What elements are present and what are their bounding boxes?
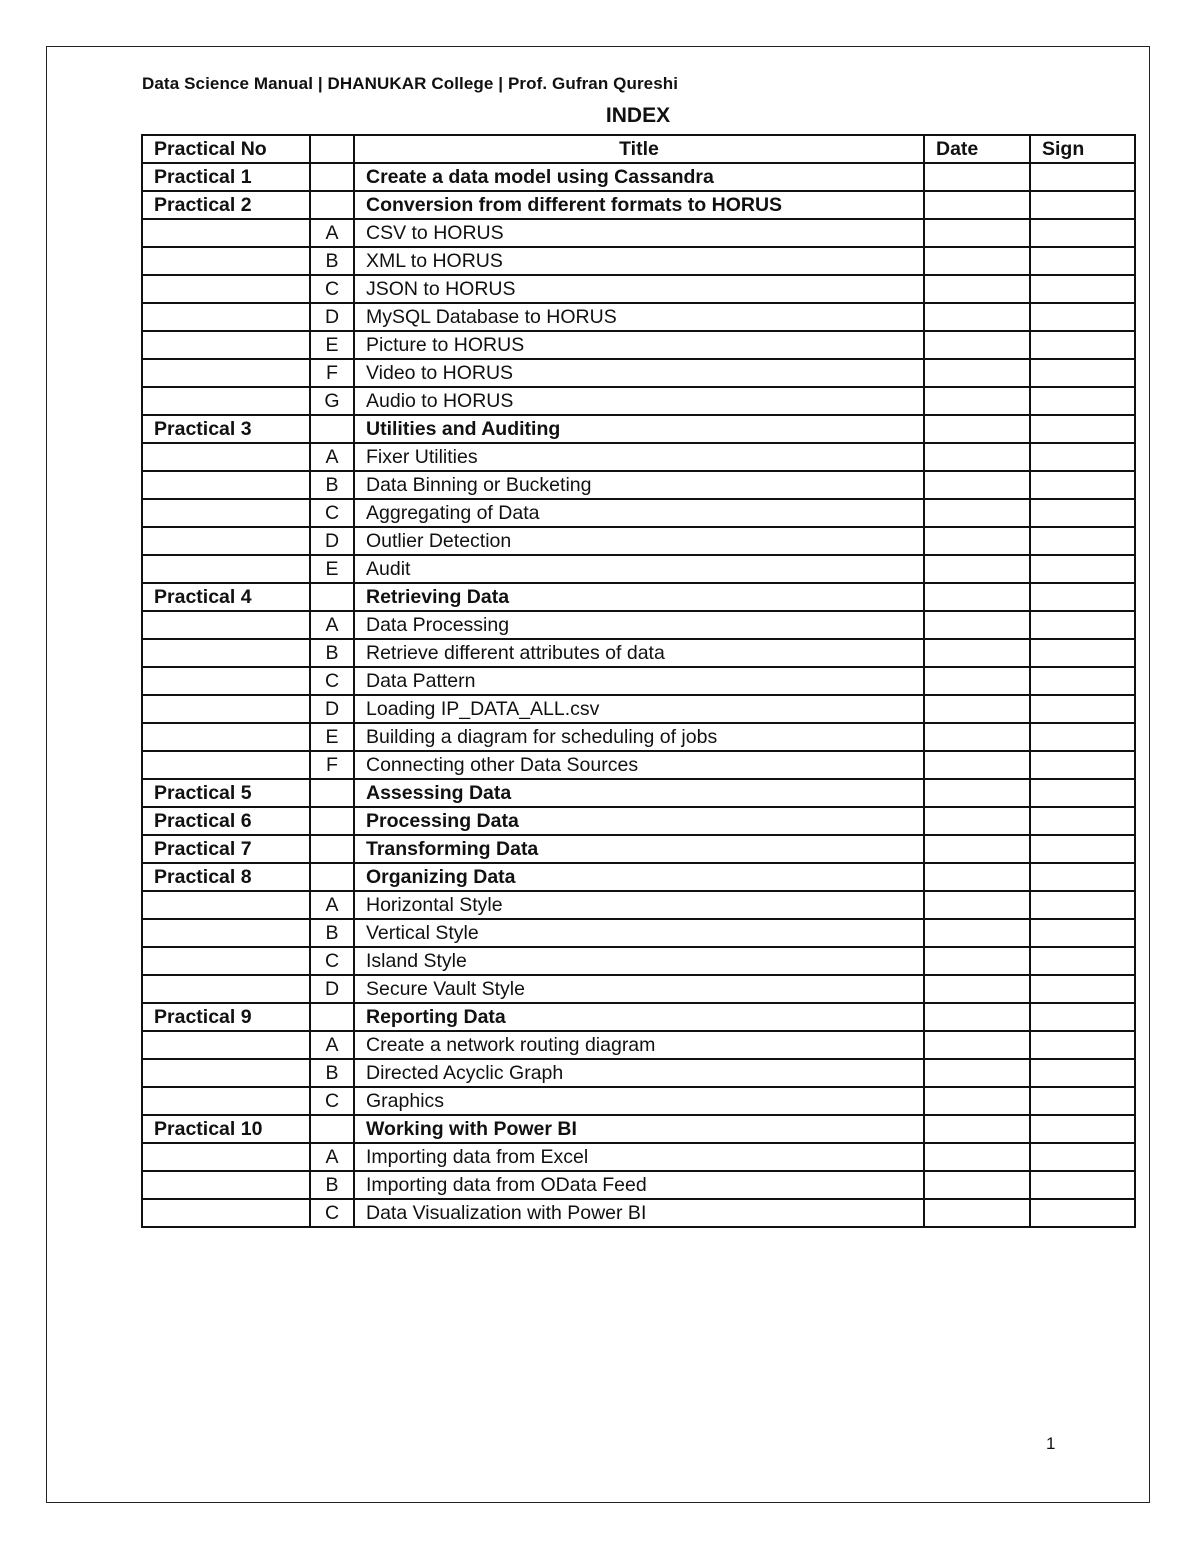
sign-cell <box>1030 1003 1135 1031</box>
date-cell <box>924 611 1030 639</box>
table-row <box>142 975 1135 1003</box>
title-cell: JSON to HORUS <box>354 275 924 303</box>
table-row <box>142 191 1135 219</box>
sign-cell <box>1030 639 1135 667</box>
title-cell: Island Style <box>354 947 924 975</box>
practical-no-cell <box>142 723 310 751</box>
sub-letter-cell <box>310 415 354 443</box>
sub-letter-cell: A <box>310 891 354 919</box>
sub-letter-cell <box>310 163 354 191</box>
column-header-practical-no: Practical No <box>142 135 310 163</box>
date-cell <box>924 1171 1030 1199</box>
title-cell: Create a network routing diagram <box>354 1031 924 1059</box>
table-row <box>142 331 1135 359</box>
table-header-row <box>142 135 1135 163</box>
practical-no-cell: Practical 4 <box>142 583 310 611</box>
table-row <box>142 1115 1135 1143</box>
practical-no-cell <box>142 1171 310 1199</box>
sign-cell <box>1030 359 1135 387</box>
practical-no-cell: Practical 10 <box>142 1115 310 1143</box>
sign-cell <box>1030 1031 1135 1059</box>
sub-letter-cell: F <box>310 359 354 387</box>
practical-no-cell <box>142 947 310 975</box>
sub-letter-cell: C <box>310 499 354 527</box>
sign-cell <box>1030 1171 1135 1199</box>
sub-letter-cell: B <box>310 1171 354 1199</box>
title-cell: Horizontal Style <box>354 891 924 919</box>
title-cell: Retrieve different attributes of data <box>354 639 924 667</box>
date-cell <box>924 1115 1030 1143</box>
sign-cell <box>1030 611 1135 639</box>
date-cell <box>924 247 1030 275</box>
sign-cell <box>1030 219 1135 247</box>
table-row <box>142 387 1135 415</box>
date-cell <box>924 779 1030 807</box>
sign-cell <box>1030 163 1135 191</box>
sign-cell <box>1030 1199 1135 1227</box>
column-header-sub <box>310 135 354 163</box>
sub-letter-cell: E <box>310 331 354 359</box>
sign-cell <box>1030 891 1135 919</box>
sign-cell <box>1030 443 1135 471</box>
sign-cell <box>1030 331 1135 359</box>
title-cell: Video to HORUS <box>354 359 924 387</box>
practical-no-cell: Practical 3 <box>142 415 310 443</box>
title-cell: Data Visualization with Power BI <box>354 1199 924 1227</box>
sign-cell <box>1030 863 1135 891</box>
date-cell <box>924 667 1030 695</box>
date-cell <box>924 219 1030 247</box>
title-cell: Processing Data <box>354 807 924 835</box>
table-row <box>142 1087 1135 1115</box>
sub-letter-cell: E <box>310 555 354 583</box>
table-row <box>142 555 1135 583</box>
practical-no-cell <box>142 667 310 695</box>
title-cell: Importing data from Excel <box>354 1143 924 1171</box>
table-row <box>142 835 1135 863</box>
practical-no-cell <box>142 919 310 947</box>
title-cell: Graphics <box>354 1087 924 1115</box>
practical-no-cell: Practical 8 <box>142 863 310 891</box>
practical-no-cell: Practical 7 <box>142 835 310 863</box>
date-cell <box>924 1143 1030 1171</box>
practical-no-cell <box>142 1143 310 1171</box>
sub-letter-cell <box>310 1115 354 1143</box>
table-row <box>142 1171 1135 1199</box>
sign-cell <box>1030 723 1135 751</box>
sign-cell <box>1030 471 1135 499</box>
sub-letter-cell: C <box>310 947 354 975</box>
title-cell: Retrieving Data <box>354 583 924 611</box>
title-cell: Building a diagram for scheduling of jobs <box>354 723 924 751</box>
practical-no-cell <box>142 303 310 331</box>
practical-no-cell <box>142 499 310 527</box>
table-row <box>142 891 1135 919</box>
sub-letter-cell <box>310 863 354 891</box>
title-cell: Data Binning or Bucketing <box>354 471 924 499</box>
practical-no-cell <box>142 1059 310 1087</box>
index-table-body <box>142 163 1135 1227</box>
column-header-sign: Sign <box>1030 135 1135 163</box>
sign-cell <box>1030 695 1135 723</box>
sub-letter-cell <box>310 779 354 807</box>
sub-letter-cell: A <box>310 219 354 247</box>
practical-no-cell <box>142 751 310 779</box>
sign-cell <box>1030 807 1135 835</box>
date-cell <box>924 1031 1030 1059</box>
date-cell <box>924 527 1030 555</box>
title-cell: Working with Power BI <box>354 1115 924 1143</box>
title-cell: Vertical Style <box>354 919 924 947</box>
date-cell <box>924 583 1030 611</box>
sub-letter-cell: C <box>310 667 354 695</box>
table-row <box>142 471 1135 499</box>
table-row <box>142 723 1135 751</box>
table-row <box>142 1059 1135 1087</box>
date-cell <box>924 359 1030 387</box>
table-row <box>142 667 1135 695</box>
date-cell <box>924 1087 1030 1115</box>
title-cell: Outlier Detection <box>354 527 924 555</box>
table-row <box>142 1143 1135 1171</box>
sign-cell <box>1030 527 1135 555</box>
sub-letter-cell <box>310 1003 354 1031</box>
sign-cell <box>1030 947 1135 975</box>
sign-cell <box>1030 583 1135 611</box>
sign-cell <box>1030 835 1135 863</box>
sub-letter-cell: A <box>310 1031 354 1059</box>
title-cell: Reporting Data <box>354 1003 924 1031</box>
date-cell <box>924 723 1030 751</box>
sign-cell <box>1030 303 1135 331</box>
sub-letter-cell: C <box>310 1087 354 1115</box>
sub-letter-cell <box>310 191 354 219</box>
sign-cell <box>1030 1087 1135 1115</box>
table-row <box>142 527 1135 555</box>
practical-no-cell: Practical 5 <box>142 779 310 807</box>
column-header-date: Date <box>924 135 1030 163</box>
table-row <box>142 499 1135 527</box>
practical-no-cell <box>142 527 310 555</box>
sub-letter-cell: B <box>310 247 354 275</box>
date-cell <box>924 555 1030 583</box>
title-cell: Data Processing <box>354 611 924 639</box>
date-cell <box>924 751 1030 779</box>
title-cell: Fixer Utilities <box>354 443 924 471</box>
sub-letter-cell: G <box>310 387 354 415</box>
table-row <box>142 611 1135 639</box>
title-cell: Picture to HORUS <box>354 331 924 359</box>
date-cell <box>924 499 1030 527</box>
sign-cell <box>1030 387 1135 415</box>
sub-letter-cell: A <box>310 611 354 639</box>
title-cell: Directed Acyclic Graph <box>354 1059 924 1087</box>
sub-letter-cell: D <box>310 695 354 723</box>
table-row <box>142 583 1135 611</box>
practical-no-cell: Practical 6 <box>142 807 310 835</box>
date-cell <box>924 807 1030 835</box>
index-title: INDEX <box>605 104 671 127</box>
practical-no-cell <box>142 639 310 667</box>
date-cell <box>924 947 1030 975</box>
sign-cell <box>1030 667 1135 695</box>
sign-cell <box>1030 191 1135 219</box>
date-cell <box>924 471 1030 499</box>
sign-cell <box>1030 275 1135 303</box>
date-cell <box>924 303 1030 331</box>
table-row <box>142 303 1135 331</box>
practical-no-cell: Practical 9 <box>142 1003 310 1031</box>
sub-letter-cell: F <box>310 751 354 779</box>
table-row <box>142 807 1135 835</box>
title-cell: Audit <box>354 555 924 583</box>
practical-no-cell <box>142 611 310 639</box>
title-cell: Data Pattern <box>354 667 924 695</box>
date-cell <box>924 639 1030 667</box>
table-row <box>142 1031 1135 1059</box>
title-cell: Conversion from different formats to HORUS <box>354 191 924 219</box>
sub-letter-cell: D <box>310 975 354 1003</box>
title-cell: Transforming Data <box>354 835 924 863</box>
sign-cell <box>1030 499 1135 527</box>
date-cell <box>924 163 1030 191</box>
date-cell <box>924 919 1030 947</box>
title-cell: Importing data from OData Feed <box>354 1171 924 1199</box>
date-cell <box>924 331 1030 359</box>
table-row <box>142 359 1135 387</box>
sub-letter-cell: E <box>310 723 354 751</box>
title-cell: XML to HORUS <box>354 247 924 275</box>
table-row <box>142 163 1135 191</box>
sign-cell <box>1030 1143 1135 1171</box>
table-row <box>142 1003 1135 1031</box>
title-cell: Secure Vault Style <box>354 975 924 1003</box>
title-cell: Loading IP_DATA_ALL.csv <box>354 695 924 723</box>
date-cell <box>924 415 1030 443</box>
table-row <box>142 947 1135 975</box>
sub-letter-cell: C <box>310 1199 354 1227</box>
date-cell <box>924 275 1030 303</box>
table-row <box>142 219 1135 247</box>
title-cell: Connecting other Data Sources <box>354 751 924 779</box>
practical-no-cell <box>142 275 310 303</box>
table-row <box>142 247 1135 275</box>
title-cell: MySQL Database to HORUS <box>354 303 924 331</box>
date-cell <box>924 695 1030 723</box>
table-row <box>142 695 1135 723</box>
date-cell <box>924 975 1030 1003</box>
index-table <box>141 134 1136 1228</box>
practical-no-cell <box>142 331 310 359</box>
column-header-title: Title <box>354 135 924 163</box>
table-row <box>142 443 1135 471</box>
sign-cell <box>1030 1115 1135 1143</box>
date-cell <box>924 1003 1030 1031</box>
sign-cell <box>1030 751 1135 779</box>
sub-letter-cell <box>310 835 354 863</box>
practical-no-cell <box>142 891 310 919</box>
title-cell: Audio to HORUS <box>354 387 924 415</box>
practical-no-cell <box>142 219 310 247</box>
table-row <box>142 415 1135 443</box>
sign-cell <box>1030 415 1135 443</box>
sub-letter-cell: A <box>310 443 354 471</box>
sub-letter-cell: A <box>310 1143 354 1171</box>
sign-cell <box>1030 975 1135 1003</box>
title-cell: Create a data model using Cassandra <box>354 163 924 191</box>
sign-cell <box>1030 779 1135 807</box>
practical-no-cell <box>142 443 310 471</box>
practical-no-cell <box>142 247 310 275</box>
date-cell <box>924 443 1030 471</box>
title-cell: Utilities and Auditing <box>354 415 924 443</box>
practical-no-cell <box>142 1031 310 1059</box>
sub-letter-cell: B <box>310 1059 354 1087</box>
sub-letter-cell: C <box>310 275 354 303</box>
practical-no-cell <box>142 695 310 723</box>
practical-no-cell: Practical 1 <box>142 163 310 191</box>
practical-no-cell <box>142 555 310 583</box>
sub-letter-cell <box>310 807 354 835</box>
table-row <box>142 779 1135 807</box>
date-cell <box>924 1199 1030 1227</box>
sub-letter-cell: B <box>310 639 354 667</box>
table-row <box>142 1199 1135 1227</box>
sign-cell <box>1030 919 1135 947</box>
sub-letter-cell: B <box>310 471 354 499</box>
practical-no-cell <box>142 471 310 499</box>
date-cell <box>924 863 1030 891</box>
sign-cell <box>1030 555 1135 583</box>
sub-letter-cell: D <box>310 527 354 555</box>
practical-no-cell <box>142 1087 310 1115</box>
practical-no-cell <box>142 387 310 415</box>
table-row <box>142 639 1135 667</box>
date-cell <box>924 191 1030 219</box>
page-number: 1 <box>1046 1434 1056 1453</box>
table-row <box>142 863 1135 891</box>
practical-no-cell <box>142 1199 310 1227</box>
table-row <box>142 751 1135 779</box>
title-cell: Assessing Data <box>354 779 924 807</box>
date-cell <box>924 387 1030 415</box>
title-cell: Aggregating of Data <box>354 499 924 527</box>
table-row <box>142 275 1135 303</box>
practical-no-cell <box>142 975 310 1003</box>
date-cell <box>924 1059 1030 1087</box>
document-header: Data Science Manual | DHANUKAR College | Prof. Gufran Qureshi <box>142 74 679 93</box>
title-cell: CSV to HORUS <box>354 219 924 247</box>
table-row <box>142 919 1135 947</box>
sub-letter-cell <box>310 583 354 611</box>
sub-letter-cell: B <box>310 919 354 947</box>
date-cell <box>924 835 1030 863</box>
date-cell <box>924 891 1030 919</box>
practical-no-cell <box>142 359 310 387</box>
sign-cell <box>1030 247 1135 275</box>
sign-cell <box>1030 1059 1135 1087</box>
sub-letter-cell: D <box>310 303 354 331</box>
title-cell: Organizing Data <box>354 863 924 891</box>
practical-no-cell: Practical 2 <box>142 191 310 219</box>
